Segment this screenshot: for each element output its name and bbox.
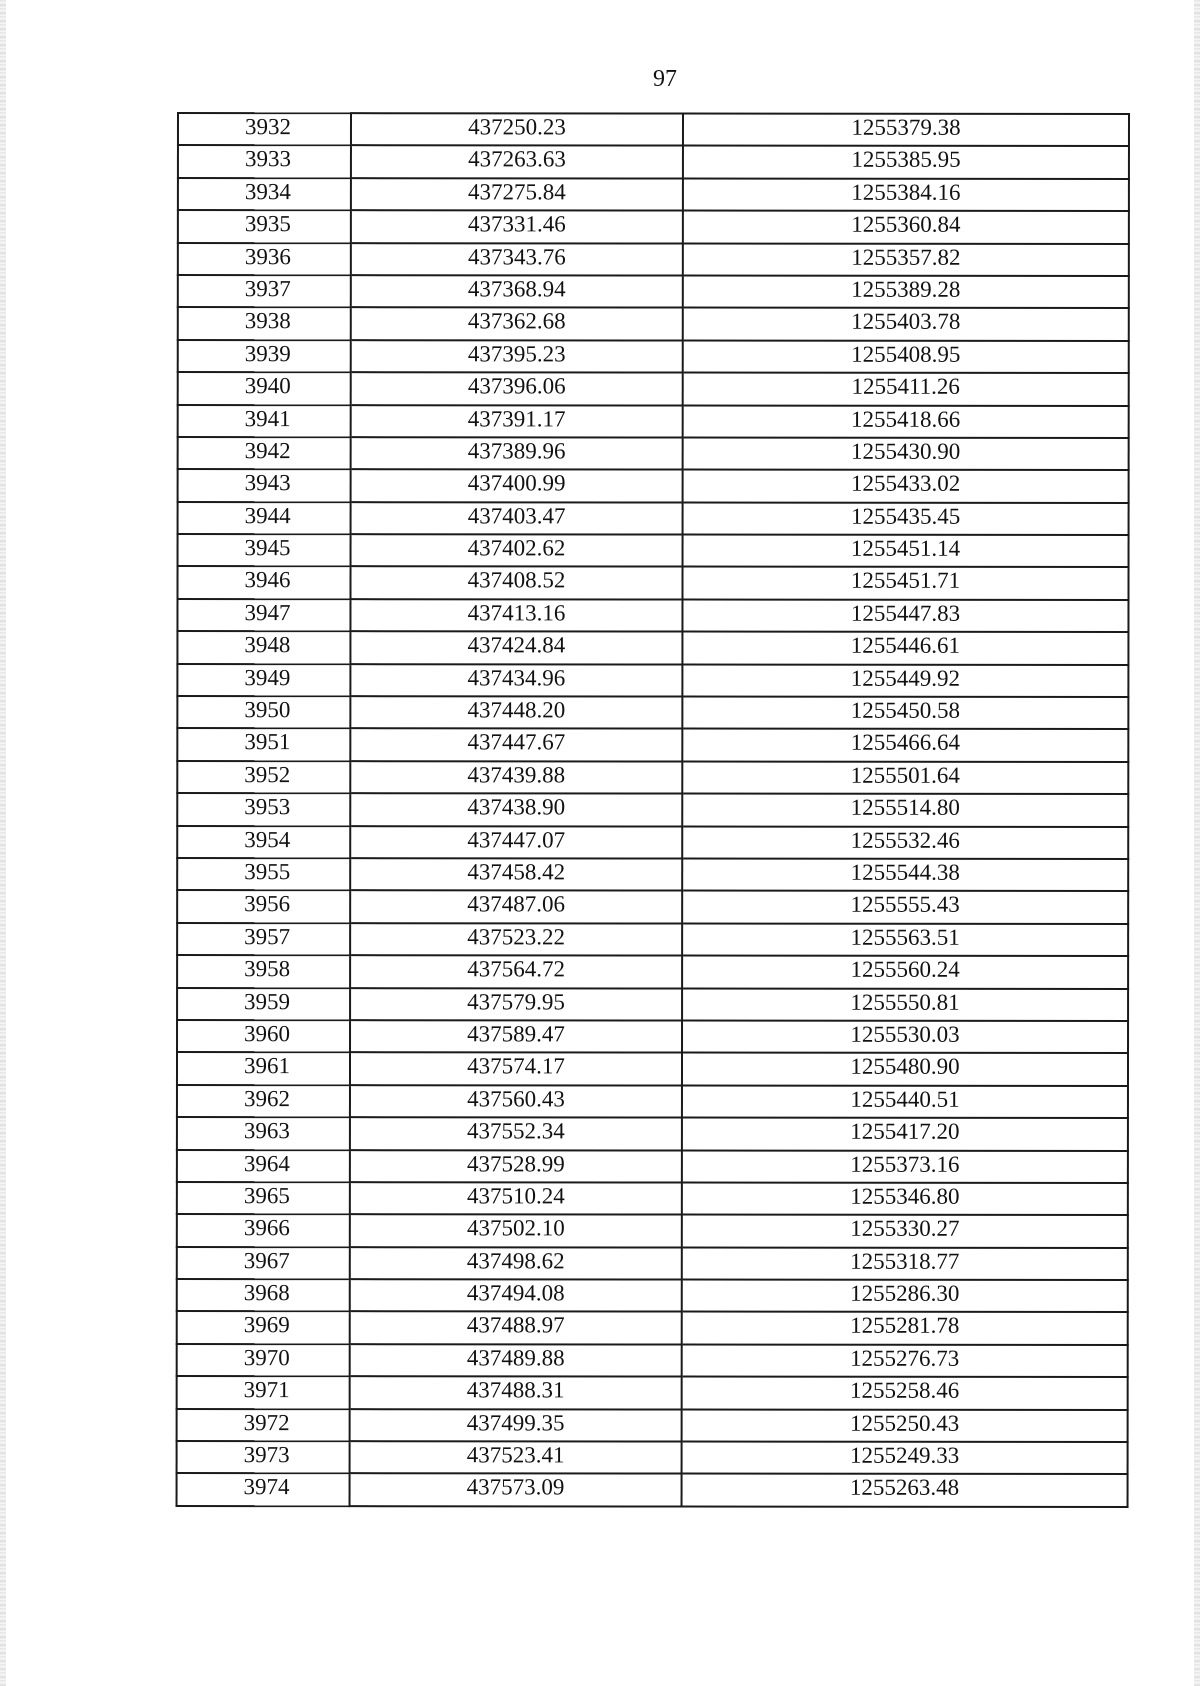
x-coordinate-cell: 437439.88 bbox=[350, 761, 682, 794]
x-coordinate-cell: 437362.68 bbox=[351, 308, 683, 341]
y-coordinate-cell: 1255447.83 bbox=[682, 599, 1128, 632]
table-row bbox=[177, 1376, 1128, 1409]
y-coordinate-cell: 1255450.58 bbox=[682, 697, 1128, 730]
x-coordinate-cell: 437447.67 bbox=[350, 729, 682, 762]
y-coordinate-cell: 1255530.03 bbox=[682, 1020, 1128, 1053]
point-number-cell: 3936 bbox=[178, 243, 351, 276]
x-coordinate-cell: 437494.08 bbox=[350, 1279, 682, 1312]
x-coordinate-cell: 437275.84 bbox=[351, 178, 683, 211]
table-row bbox=[177, 761, 1128, 794]
x-coordinate-cell: 437499.35 bbox=[350, 1409, 682, 1442]
point-number-cell: 3933 bbox=[178, 145, 351, 178]
y-coordinate-cell: 1255357.82 bbox=[683, 243, 1129, 276]
point-number-cell: 3948 bbox=[177, 631, 350, 664]
x-coordinate-cell: 437552.34 bbox=[350, 1117, 682, 1150]
point-number-cell: 3972 bbox=[177, 1409, 350, 1442]
page-number: 97 bbox=[653, 66, 677, 92]
table-row bbox=[178, 534, 1129, 567]
x-coordinate-cell: 437447.07 bbox=[350, 826, 682, 859]
y-coordinate-cell: 1255330.27 bbox=[682, 1215, 1128, 1248]
y-coordinate-cell: 1255446.61 bbox=[682, 632, 1128, 665]
y-coordinate-cell: 1255286.30 bbox=[682, 1280, 1128, 1313]
table-row bbox=[177, 728, 1128, 761]
point-number-cell: 3958 bbox=[177, 955, 350, 988]
y-coordinate-cell: 1255411.26 bbox=[683, 373, 1129, 406]
coordinates-table bbox=[176, 112, 1130, 1508]
table-row bbox=[177, 1085, 1128, 1118]
table-row bbox=[178, 437, 1129, 470]
table-row bbox=[177, 664, 1128, 697]
y-coordinate-cell: 1255449.92 bbox=[682, 664, 1128, 697]
point-number-cell: 3971 bbox=[177, 1376, 350, 1409]
table-row bbox=[177, 696, 1128, 729]
x-coordinate-cell: 437396.06 bbox=[351, 372, 683, 405]
table-row bbox=[178, 307, 1129, 340]
table-row bbox=[177, 1473, 1128, 1506]
point-number-cell: 3944 bbox=[178, 502, 351, 535]
point-number-cell: 3942 bbox=[178, 437, 351, 470]
y-coordinate-cell: 1255544.38 bbox=[682, 859, 1128, 892]
point-number-cell: 3939 bbox=[178, 340, 351, 373]
point-number-cell: 3967 bbox=[177, 1247, 350, 1280]
point-number-cell: 3937 bbox=[178, 275, 351, 308]
y-coordinate-cell: 1255514.80 bbox=[682, 794, 1128, 827]
table-row bbox=[177, 1117, 1128, 1150]
y-coordinate-cell: 1255346.80 bbox=[682, 1182, 1128, 1215]
y-coordinate-cell: 1255418.66 bbox=[683, 405, 1129, 438]
x-coordinate-cell: 437498.62 bbox=[350, 1247, 682, 1280]
scan-edge-right bbox=[1194, 0, 1200, 1686]
table-row bbox=[177, 1182, 1128, 1215]
table-row bbox=[177, 1409, 1128, 1442]
point-number-cell: 3951 bbox=[177, 728, 350, 761]
x-coordinate-cell: 437528.99 bbox=[350, 1150, 682, 1183]
y-coordinate-cell: 1255433.02 bbox=[683, 470, 1129, 503]
table-row bbox=[178, 340, 1129, 373]
y-coordinate-cell: 1255532.46 bbox=[682, 826, 1128, 859]
point-number-cell: 3962 bbox=[177, 1085, 350, 1118]
x-coordinate-cell: 437331.46 bbox=[351, 210, 683, 243]
table-row bbox=[177, 1150, 1128, 1183]
y-coordinate-cell: 1255263.48 bbox=[682, 1474, 1128, 1507]
x-coordinate-cell: 437458.42 bbox=[350, 858, 682, 891]
point-number-cell: 3956 bbox=[177, 890, 350, 923]
point-number-cell: 3968 bbox=[177, 1279, 350, 1312]
y-coordinate-cell: 1255360.84 bbox=[683, 211, 1129, 244]
y-coordinate-cell: 1255250.43 bbox=[682, 1409, 1128, 1442]
table-row bbox=[177, 1441, 1128, 1474]
table-row bbox=[178, 210, 1129, 243]
x-coordinate-cell: 437489.88 bbox=[350, 1344, 682, 1377]
y-coordinate-cell: 1255451.71 bbox=[682, 567, 1128, 600]
y-coordinate-cell: 1255555.43 bbox=[682, 891, 1128, 924]
x-coordinate-cell: 437510.24 bbox=[350, 1182, 682, 1215]
x-coordinate-cell: 437389.96 bbox=[351, 437, 683, 470]
table-row bbox=[178, 178, 1129, 211]
x-coordinate-cell: 437502.10 bbox=[350, 1214, 682, 1247]
point-number-cell: 3950 bbox=[177, 696, 350, 729]
y-coordinate-cell: 1255281.78 bbox=[682, 1312, 1128, 1345]
point-number-cell: 3954 bbox=[177, 826, 350, 859]
y-coordinate-cell: 1255276.73 bbox=[682, 1344, 1128, 1377]
x-coordinate-cell: 437488.97 bbox=[350, 1312, 682, 1345]
table-row bbox=[178, 405, 1129, 438]
table-row bbox=[177, 1279, 1128, 1312]
x-coordinate-cell: 437395.23 bbox=[351, 340, 683, 373]
point-number-cell: 3943 bbox=[178, 469, 351, 502]
point-number-cell: 3941 bbox=[178, 405, 351, 438]
y-coordinate-cell: 1255403.78 bbox=[683, 308, 1129, 341]
x-coordinate-cell: 437564.72 bbox=[350, 955, 682, 988]
y-coordinate-cell: 1255389.28 bbox=[683, 275, 1129, 308]
point-number-cell: 3974 bbox=[177, 1473, 350, 1506]
x-coordinate-cell: 437523.41 bbox=[350, 1441, 682, 1474]
y-coordinate-cell: 1255249.33 bbox=[682, 1442, 1128, 1475]
x-coordinate-cell: 437488.31 bbox=[350, 1376, 682, 1409]
table-row bbox=[178, 502, 1129, 535]
y-coordinate-cell: 1255451.14 bbox=[683, 535, 1129, 568]
table-row bbox=[178, 275, 1129, 308]
point-number-cell: 3960 bbox=[177, 1020, 350, 1053]
point-number-cell: 3969 bbox=[177, 1311, 350, 1344]
coordinates-table-body bbox=[177, 113, 1129, 1507]
x-coordinate-cell: 437343.76 bbox=[351, 243, 683, 276]
point-number-cell: 3934 bbox=[178, 178, 351, 211]
y-coordinate-cell: 1255379.38 bbox=[683, 114, 1129, 147]
point-number-cell: 3973 bbox=[177, 1441, 350, 1474]
table-row bbox=[177, 955, 1128, 988]
point-number-cell: 3952 bbox=[177, 761, 350, 794]
y-coordinate-cell: 1255385.95 bbox=[683, 146, 1129, 179]
y-coordinate-cell: 1255373.16 bbox=[682, 1150, 1128, 1183]
table-row bbox=[177, 631, 1128, 664]
x-coordinate-cell: 437438.90 bbox=[350, 793, 682, 826]
table-row bbox=[177, 890, 1128, 923]
point-number-cell: 3938 bbox=[178, 307, 351, 340]
point-number-cell: 3949 bbox=[177, 664, 350, 697]
x-coordinate-cell: 437523.22 bbox=[350, 923, 682, 956]
x-coordinate-cell: 437402.62 bbox=[351, 534, 683, 567]
x-coordinate-cell: 437487.06 bbox=[350, 891, 682, 924]
y-coordinate-cell: 1255408.95 bbox=[683, 340, 1129, 373]
y-coordinate-cell: 1255258.46 bbox=[682, 1377, 1128, 1410]
x-coordinate-cell: 437403.47 bbox=[351, 502, 683, 535]
point-number-cell: 3953 bbox=[177, 793, 350, 826]
x-coordinate-cell: 437400.99 bbox=[351, 469, 683, 502]
table-row bbox=[178, 243, 1129, 276]
x-coordinate-cell: 437574.17 bbox=[350, 1053, 682, 1086]
y-coordinate-cell: 1255435.45 bbox=[683, 502, 1129, 535]
y-coordinate-cell: 1255430.90 bbox=[683, 437, 1129, 470]
table-row bbox=[178, 113, 1129, 146]
table-row bbox=[178, 372, 1129, 405]
x-coordinate-cell: 437368.94 bbox=[351, 275, 683, 308]
point-number-cell: 3965 bbox=[177, 1182, 350, 1215]
x-coordinate-cell: 437573.09 bbox=[350, 1474, 682, 1507]
x-coordinate-cell: 437434.96 bbox=[350, 664, 682, 697]
point-number-cell: 3945 bbox=[178, 534, 351, 567]
table-row bbox=[177, 599, 1128, 632]
table-row bbox=[178, 145, 1129, 178]
y-coordinate-cell: 1255417.20 bbox=[682, 1118, 1128, 1151]
point-number-cell: 3955 bbox=[177, 858, 350, 891]
table-row bbox=[178, 469, 1129, 502]
table-row bbox=[177, 1052, 1128, 1085]
table-row bbox=[177, 858, 1128, 891]
y-coordinate-cell: 1255466.64 bbox=[682, 729, 1128, 762]
x-coordinate-cell: 437579.95 bbox=[350, 988, 682, 1021]
x-coordinate-cell: 437560.43 bbox=[350, 1085, 682, 1118]
point-number-cell: 3966 bbox=[177, 1214, 350, 1247]
point-number-cell: 3970 bbox=[177, 1344, 350, 1377]
x-coordinate-cell: 437250.23 bbox=[351, 113, 683, 146]
table-row bbox=[177, 988, 1128, 1021]
y-coordinate-cell: 1255384.16 bbox=[683, 178, 1129, 211]
y-coordinate-cell: 1255440.51 bbox=[682, 1085, 1128, 1118]
table-row bbox=[177, 1020, 1128, 1053]
x-coordinate-cell: 437413.16 bbox=[350, 599, 682, 632]
point-number-cell: 3947 bbox=[177, 599, 350, 632]
table-row bbox=[177, 826, 1128, 859]
y-coordinate-cell: 1255318.77 bbox=[682, 1247, 1128, 1280]
point-number-cell: 3964 bbox=[177, 1150, 350, 1183]
table-row bbox=[177, 793, 1128, 826]
point-number-cell: 3935 bbox=[178, 210, 351, 243]
point-number-cell: 3940 bbox=[178, 372, 351, 405]
y-coordinate-cell: 1255560.24 bbox=[682, 956, 1128, 989]
y-coordinate-cell: 1255501.64 bbox=[682, 761, 1128, 794]
table-row bbox=[177, 566, 1128, 599]
scan-edge-left bbox=[0, 0, 6, 1686]
y-coordinate-cell: 1255480.90 bbox=[682, 1053, 1128, 1086]
table-row bbox=[177, 923, 1128, 956]
point-number-cell: 3959 bbox=[177, 988, 350, 1021]
table-row bbox=[177, 1247, 1128, 1280]
x-coordinate-cell: 437408.52 bbox=[350, 567, 682, 600]
x-coordinate-cell: 437391.17 bbox=[351, 405, 683, 438]
x-coordinate-cell: 437448.20 bbox=[350, 696, 682, 729]
table-row bbox=[177, 1214, 1128, 1247]
table-row bbox=[177, 1311, 1128, 1344]
y-coordinate-cell: 1255550.81 bbox=[682, 988, 1128, 1021]
point-number-cell: 3961 bbox=[177, 1052, 350, 1085]
x-coordinate-cell: 437589.47 bbox=[350, 1020, 682, 1053]
point-number-cell: 3963 bbox=[177, 1117, 350, 1150]
point-number-cell: 3932 bbox=[178, 113, 351, 146]
x-coordinate-cell: 437424.84 bbox=[350, 631, 682, 664]
table-row bbox=[177, 1344, 1128, 1377]
y-coordinate-cell: 1255563.51 bbox=[682, 923, 1128, 956]
point-number-cell: 3946 bbox=[177, 566, 350, 599]
point-number-cell: 3957 bbox=[177, 923, 350, 956]
x-coordinate-cell: 437263.63 bbox=[351, 146, 683, 179]
